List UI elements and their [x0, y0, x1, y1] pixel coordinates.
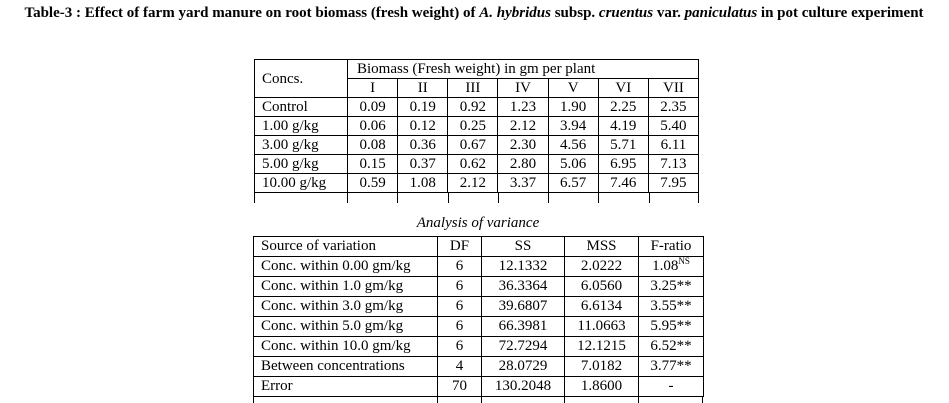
mss-value: 2.0222	[565, 257, 639, 277]
df-value: 70	[438, 377, 482, 397]
source-of-variation: Error	[254, 377, 438, 397]
biomass-value: 0.12	[398, 117, 448, 136]
title-text: Table-3 : Effect of farm yard manure on root biomass (fresh weight) of	[24, 5, 480, 21]
week-header: I	[348, 79, 398, 98]
document-title	[14, 4, 934, 22]
source-of-variation: Conc. within 5.0 gm/kg	[254, 317, 438, 337]
mss-value: 7.0182	[565, 357, 639, 377]
anova-header-ss: SS	[482, 237, 565, 257]
source-of-variation: Conc. within 1.0 gm/kg	[254, 277, 438, 297]
cut-stub-line	[698, 192, 699, 203]
cut-stub-line	[598, 192, 599, 203]
biomass-value: 3.37	[498, 174, 548, 193]
cut-stub-line	[481, 396, 482, 403]
biomass-value: 2.25	[598, 98, 648, 117]
biomass-value: 0.62	[448, 155, 498, 174]
biomass-value: 7.46	[598, 174, 648, 193]
source-of-variation: Between concentrations	[254, 357, 438, 377]
biomass-row	[255, 117, 699, 136]
biomass-value: 2.12	[498, 117, 548, 136]
f-ratio-value: 3.55**	[639, 297, 704, 317]
mss-value: 1.8600	[565, 377, 639, 397]
biomass-value: 0.15	[348, 155, 398, 174]
biomass-span-header: Biomass (Fresh weight) in gm per plant	[348, 60, 699, 79]
ss-value: 36.3364	[482, 277, 565, 297]
biomass-value: 6.57	[548, 174, 598, 193]
biomass-value: 7.13	[648, 155, 698, 174]
biomass-value: 0.25	[448, 117, 498, 136]
week-header: V	[548, 79, 598, 98]
df-value: 6	[438, 257, 482, 277]
df-value: 6	[438, 317, 482, 337]
ss-value: 12.1332	[482, 257, 565, 277]
source-of-variation: Conc. within 10.0 gm/kg	[254, 337, 438, 357]
title-text: var.	[653, 5, 685, 21]
anova-header-mss: MSS	[565, 237, 639, 257]
ss-value: 130.2048	[482, 377, 565, 397]
cut-stub-line	[397, 192, 398, 203]
biomass-value: 0.06	[348, 117, 398, 136]
source-of-variation: Conc. within 3.0 gm/kg	[254, 297, 438, 317]
df-value: 6	[438, 337, 482, 357]
title-text: in pot culture experiment	[757, 5, 924, 21]
anova-row	[254, 317, 704, 337]
anova-row	[254, 377, 704, 397]
anova-row	[254, 297, 704, 317]
mss-value: 12.1215	[565, 337, 639, 357]
biomass-value: 0.59	[348, 174, 398, 193]
biomass-table	[254, 59, 699, 193]
cut-stub-line	[253, 396, 254, 403]
f-ratio-value: 3.77**	[639, 357, 704, 377]
biomass-value: 0.08	[348, 136, 398, 155]
cut-stub-line	[702, 396, 703, 403]
f-ratio-value: 3.25**	[639, 277, 704, 297]
cut-stub-line	[649, 192, 650, 203]
biomass-table-cut-stubs	[254, 192, 699, 203]
cut-stub-line	[564, 396, 565, 403]
conc-label: Control	[255, 98, 348, 117]
biomass-value: 0.67	[448, 136, 498, 155]
biomass-value: 5.71	[598, 136, 648, 155]
cut-stub-line	[347, 192, 348, 203]
mss-value: 11.0663	[565, 317, 639, 337]
biomass-value: 2.30	[498, 136, 548, 155]
biomass-value: 0.09	[348, 98, 398, 117]
week-header: II	[398, 79, 448, 98]
cut-stub-line	[254, 192, 255, 203]
biomass-value: 1.23	[498, 98, 548, 117]
conc-label: 10.00 g/kg	[255, 174, 348, 193]
ss-value: 28.0729	[482, 357, 565, 377]
biomass-value: 2.12	[448, 174, 498, 193]
mss-value: 6.6134	[565, 297, 639, 317]
f-ratio-value: $1.08^{NS}$	[639, 257, 704, 277]
week-header: III	[448, 79, 498, 98]
source-of-variation: Conc. within 0.00 gm/kg	[254, 257, 438, 277]
biomass-row	[255, 98, 699, 117]
f-ratio-value: 5.95**	[639, 317, 704, 337]
anova-table	[253, 236, 704, 397]
anova-header-source: Source of variation	[254, 237, 438, 257]
mss-value: 6.0560	[565, 277, 639, 297]
biomass-value: 6.95	[598, 155, 648, 174]
biomass-value: 6.11	[648, 136, 698, 155]
ss-value: 66.3981	[482, 317, 565, 337]
cut-stub-line	[437, 396, 438, 403]
cut-stub-line	[448, 192, 449, 203]
biomass-row	[255, 174, 699, 193]
anova-row	[254, 337, 704, 357]
week-header: VII	[648, 79, 698, 98]
biomass-value: 0.19	[398, 98, 448, 117]
week-header: IV	[498, 79, 548, 98]
biomass-value: 5.40	[648, 117, 698, 136]
anova-header-f-ratio: F-ratio	[639, 237, 704, 257]
anova-row	[254, 257, 704, 277]
week-header: VI	[598, 79, 648, 98]
conc-label: 3.00 g/kg	[255, 136, 348, 155]
df-value: 6	[438, 277, 482, 297]
species-name: paniculatus	[684, 5, 758, 21]
biomass-value: 5.06	[548, 155, 598, 174]
cut-stub-line	[548, 192, 549, 203]
biomass-value: 0.37	[398, 155, 448, 174]
biomass-corner-header: Concs.	[255, 60, 348, 98]
anova-table-cut-stubs	[253, 396, 703, 403]
conc-label: 1.00 g/kg	[255, 117, 348, 136]
biomass-value: 3.94	[548, 117, 598, 136]
biomass-value: 0.92	[448, 98, 498, 117]
f-ratio-value: 6.52**	[639, 337, 704, 357]
biomass-value: 4.56	[548, 136, 598, 155]
anova-row	[254, 277, 704, 297]
biomass-value: 4.19	[598, 117, 648, 136]
ss-value: 72.7294	[482, 337, 565, 357]
anova-header-row	[254, 237, 704, 257]
species-name: A. hybridus	[479, 5, 551, 21]
significance-superscript: NS	[678, 256, 690, 266]
anova-caption: Analysis of variance	[416, 215, 540, 231]
anova-row	[254, 357, 704, 377]
biomass-value: 1.90	[548, 98, 598, 117]
cut-stub-line	[638, 396, 639, 403]
conc-label: 5.00 g/kg	[255, 155, 348, 174]
f-ratio-value: -	[639, 377, 704, 397]
biomass-row	[255, 136, 699, 155]
biomass-value: 7.95	[648, 174, 698, 193]
biomass-header-row-1	[255, 60, 699, 79]
ss-value: 39.6807	[482, 297, 565, 317]
biomass-value: 2.80	[498, 155, 548, 174]
biomass-row	[255, 155, 699, 174]
title-text: subsp.	[550, 5, 599, 21]
species-name: cruentus	[598, 5, 654, 21]
df-value: 6	[438, 297, 482, 317]
biomass-value: 2.35	[648, 98, 698, 117]
df-value: 4	[438, 357, 482, 377]
biomass-value: 0.36	[398, 136, 448, 155]
cut-stub-line	[498, 192, 499, 203]
anova-header-df: DF	[438, 237, 482, 257]
biomass-value: 1.08	[398, 174, 448, 193]
